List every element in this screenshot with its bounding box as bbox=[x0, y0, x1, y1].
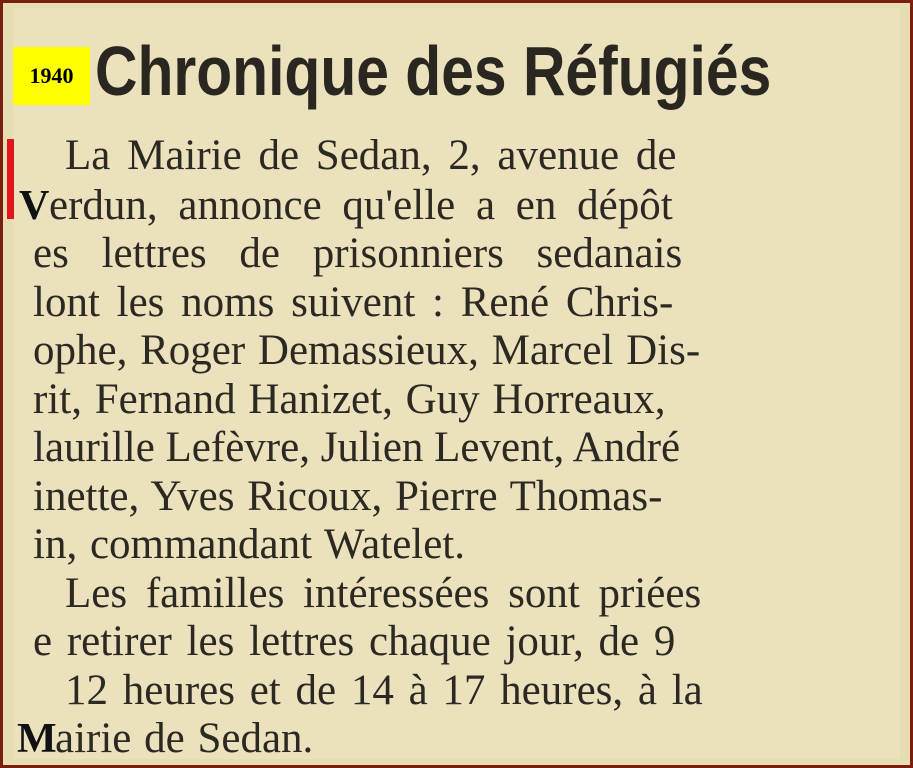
text-line: in, commandant Watelet. bbox=[33, 521, 466, 568]
text-line: inette, Yves Ricoux, Pierre Thomas- bbox=[33, 473, 663, 520]
text-line: lont les noms suivent : René Chris- bbox=[33, 279, 674, 326]
text-line: 12 heures et de 14 à 17 heures, à la bbox=[65, 667, 703, 714]
text-line: erdun, annonce qu'elle a en dépôt bbox=[49, 182, 673, 229]
text-line: rit, Fernand Hanizet, Guy Horreaux, bbox=[33, 376, 666, 423]
year-badge: 1940 bbox=[13, 47, 90, 105]
red-margin-marker bbox=[7, 139, 14, 219]
text-line: es lettres de prisonniers sedanais bbox=[33, 230, 683, 277]
text-line: laurille Lefèvre, Julien Levent, André bbox=[33, 424, 681, 471]
drop-letter-m: M bbox=[17, 716, 57, 762]
headline: Chronique des Réfugiés bbox=[95, 32, 772, 110]
text-line: e retirer les lettres chaque jour, de 9 bbox=[33, 618, 676, 665]
text-line: Les familles intéressées sont priées bbox=[65, 570, 702, 617]
text-line: La Mairie de Sedan, 2, avenue de bbox=[65, 132, 677, 179]
text-line: airie de Sedan. bbox=[55, 715, 314, 762]
drop-letter-v: V bbox=[19, 183, 50, 229]
text-line: ophe, Roger Demassieux, Marcel Dis- bbox=[33, 327, 701, 374]
